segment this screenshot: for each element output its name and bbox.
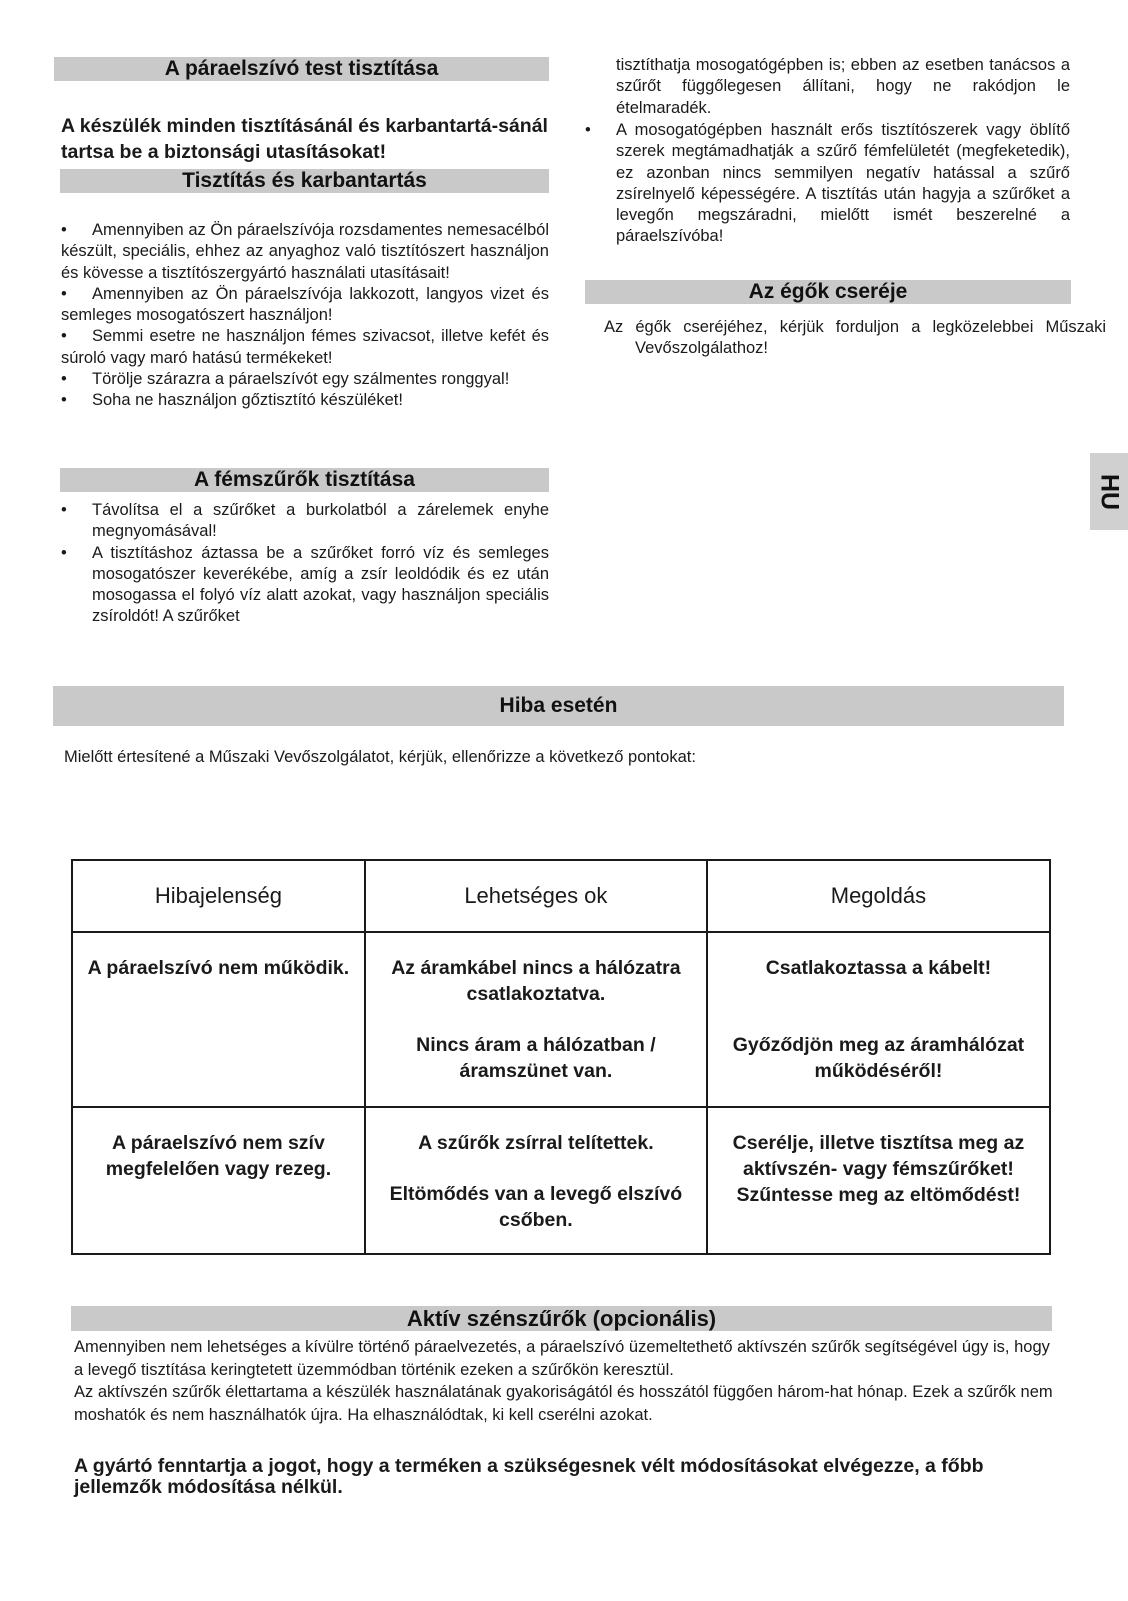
column-header: Hibajelenség bbox=[72, 860, 365, 932]
list-item: • Távolítsa el a szűrőket a burkolatból a zárelemek enyhe megnyomásával! bbox=[61, 501, 549, 541]
carbon-text-1: Amennyiben nem lehetséges a kívülre történő páraelvezetés, a páraelszívó üzemeltethető aktívszén szűrők segítségével úgy is, hogy a levegő tisztítása keringtetett üzemmódban történik ezeken a szűrőkön keresztül. bbox=[74, 1338, 1050, 1379]
cause-cell bbox=[365, 1107, 707, 1254]
cause-text: Eltömődés van a levegő elszívó csőben. bbox=[389, 1183, 683, 1231]
language-label: HU bbox=[1095, 473, 1124, 510]
list-item: • A tisztításhoz áztassa be a szűrőket forró víz és semleges mosogatószer keverékébe, amíg a zsír leoldódik és ez után mosogassa el folyó víz alatt azokat, vagy használjon speciális zsíroldót! A szűrőket bbox=[61, 543, 549, 626]
language-tab bbox=[1090, 453, 1128, 530]
metal-filter-list bbox=[61, 500, 549, 628]
dishwasher-list bbox=[585, 120, 1070, 248]
bulbs-text: Az égők cseréjéhez, kérjük forduljon a legközelebbei Műszaki Vevőszolgálathoz! bbox=[604, 318, 1106, 358]
heading-carbon-filters: Aktív szénszűrők (opcionális) bbox=[71, 1306, 1052, 1331]
list-item: • Törölje szárazra a páraelszívót egy szálmentes ronggyal! bbox=[61, 370, 510, 389]
cause-text: Az áramkábel nincs a hálózatra csatlakoztatva. bbox=[391, 957, 681, 1005]
symptom-cell: A páraelszívó nem működik. bbox=[72, 932, 365, 1107]
heading-maintenance: Tisztítás és karbantartás bbox=[60, 169, 549, 193]
heading-cleaning-body: A páraelszívó test tisztítása bbox=[54, 57, 549, 81]
cause-cell bbox=[365, 932, 707, 1107]
faults-table bbox=[71, 859, 1051, 1255]
list-item: • Semmi esetre ne használjon fémes szivacsot, illetve kefét és súroló vagy maró hatású termékeket! bbox=[61, 327, 549, 367]
column-header: Lehetséges ok bbox=[365, 860, 707, 932]
solution-cell bbox=[707, 932, 1050, 1107]
list-item: • A mosogatógépben használt erős tisztítószerek vagy öblítő szerek megtámadhatják a szűrő fémfelületét (megfeketedik), ez azonban nincs semmilyen negatív hatással a szűrő zsírelnyelő képességére. A tisztítás után hagyja a szűrőket a levegőn megszáradni, mielőtt ismét beszerelné a páraelszívóba! bbox=[585, 121, 1070, 246]
safety-note: A készülék minden tisztításánál és karbantartá-sánál tartsa be a biztonsági utasításokat! bbox=[61, 115, 548, 163]
heading-faults: Hiba esetén bbox=[53, 686, 1064, 726]
list-item: • Amennyiben az Ön páraelszívója rozsdamentes nemesacélból készült, speciális, ehhez az anyaghoz való tisztítószert használjon és kövesse a tisztítószergyártó használati utasításait! bbox=[61, 221, 549, 282]
solution-text: Cserélje, illetve tisztítsa meg az aktívszén- vagy fémszűrőket! Szűntesse meg az eltömődést! bbox=[732, 1132, 1025, 1206]
solution-cell bbox=[707, 1107, 1050, 1254]
table-row bbox=[72, 932, 1050, 1107]
solution-text: Csatlakoztassa a kábelt! bbox=[765, 957, 992, 979]
cause-text: Nincs áram a hálózatban / áramszünet van. bbox=[416, 1034, 656, 1082]
symptom-cell: A páraelszívó nem szív megfelelően vagy rezeg. bbox=[72, 1107, 365, 1254]
heading-bulbs: Az égők cseréje bbox=[585, 280, 1071, 304]
carbon-text-2: Az aktívszén szűrők élettartama a készülék használatának gyakoriságától és hosszától függően három-hat hónap. Ezek a szűrők nem moshatók és nem használhatók újra. Ha elhasználódtak, ki kell cserélni azokat. bbox=[74, 1383, 1053, 1424]
list-item: • Soha ne használjon gőztisztító készüléket! bbox=[61, 391, 403, 410]
column-header: Megoldás bbox=[707, 860, 1050, 932]
table-row bbox=[72, 1107, 1050, 1254]
heading-metal-filters: A fémszűrők tisztítása bbox=[60, 468, 549, 492]
faults-intro: Mielőtt értesítené a Műszaki Vevőszolgálatot, kérjük, ellenőrizze a következő pontokat: bbox=[64, 748, 696, 766]
solution-text: Győződjön meg az áramhálózat működéséről! bbox=[732, 1034, 1025, 1082]
maintenance-list bbox=[61, 220, 549, 412]
cause-text: A szűrők zsírral telítettek. bbox=[418, 1132, 654, 1154]
table-header-row bbox=[72, 860, 1050, 932]
manufacturer-disclaimer: A gyártó fenntartja a jogot, hogy a terméken a szükségesnek vélt módosításokat elvégezze, a főbb jellemzők módosítása nélkül. bbox=[74, 1455, 984, 1498]
filter-continuation-text: tisztíthatja mosogatógépben is; ebben az esetben tanácsos a szűrőt függőlegesen állítani, hogy ne rakódjon le ételmaradék. bbox=[616, 56, 1070, 117]
list-item: • Amennyiben az Ön páraelszívója lakkozott, langyos vizet és semleges mosogatószert használjon! bbox=[61, 284, 549, 325]
